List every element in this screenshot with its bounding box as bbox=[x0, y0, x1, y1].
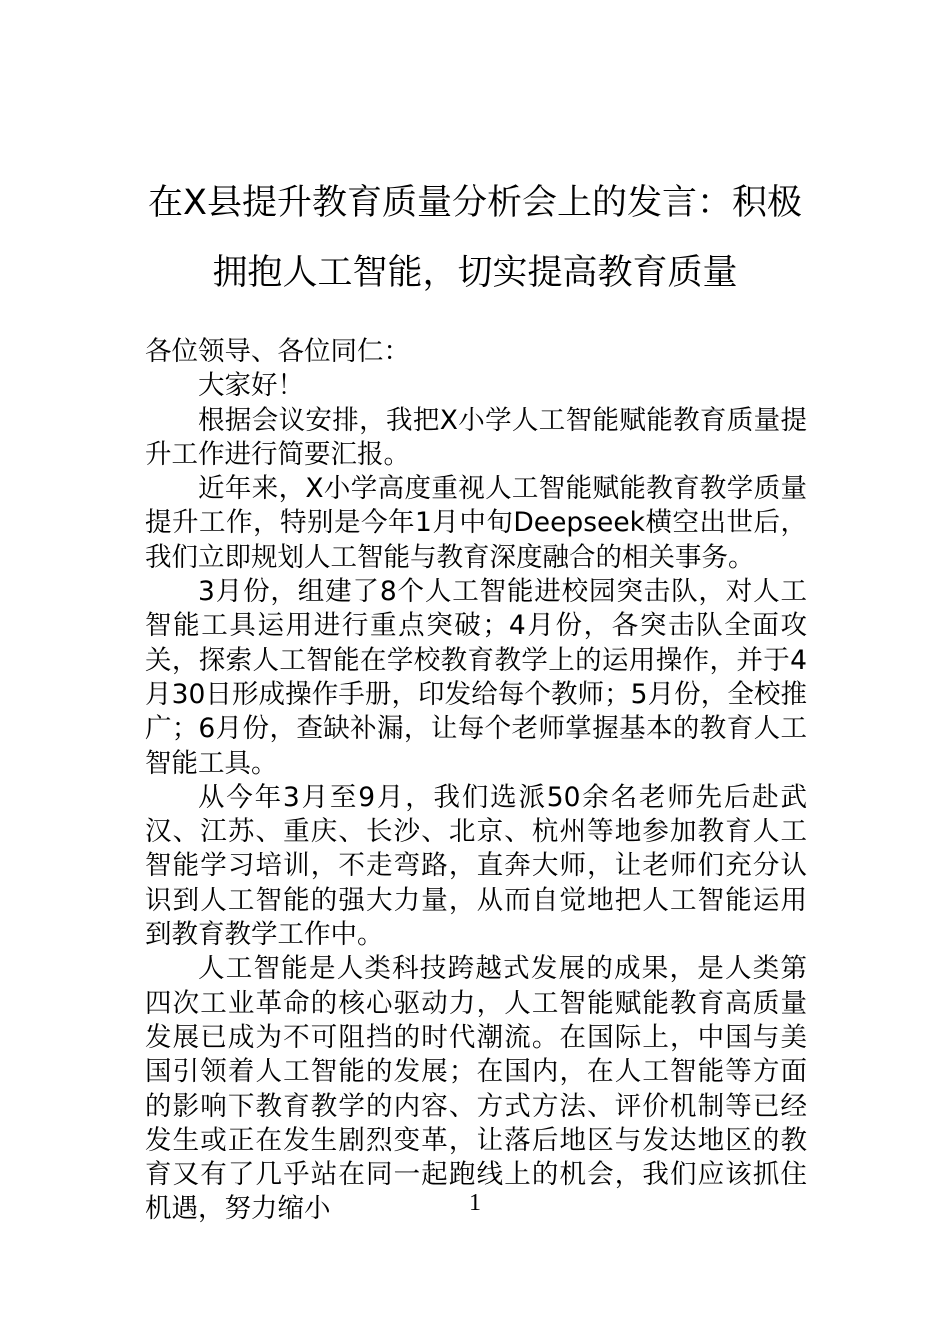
paragraph-intro: 根据会议安排，我把X小学人工智能赋能教育质量提升工作进行简要汇报。 bbox=[145, 404, 807, 470]
page-number: 1 bbox=[469, 1190, 481, 1216]
document-body bbox=[145, 335, 807, 1227]
salutation: 各位领导、各位同仁： bbox=[145, 336, 410, 367]
paragraph-greeting: 大家好！ bbox=[198, 370, 304, 402]
paragraph-significance: 人工智能是人类科技跨越式发展的成果，是人类第四次工业革命的核心驱动力，人工智能赋能教育高质量发展已成为不可阻挡的时代潮流。在国际上，中国与美国引领着人工智能的发展；在国内，在人工智能等方面的影响下教育教学的内容、方式方法、评价机制等已经发生或正在发生剧烈变革，让落后地区与发达地区的教育又有了几乎站在同一起跑线上的机会，我们应该抓住机遇，努力缩小 bbox=[145, 953, 807, 1225]
paragraph-recent-years: 近年来，X小学高度重视人工智能赋能教育教学质量提升工作，特别是今年1月中旬Deepseek横空出世后，我们立即规划人工智能与教育深度融合的相关事务。 bbox=[145, 473, 807, 573]
document-title: 在X县提升教育质量分析会上的发言：积极拥抱人工智能，切实提高教育质量 bbox=[148, 183, 802, 293]
paragraph-timeline: 3月份，组建了8个人工智能进校园突击队，对人工智能工具运用进行重点突破；4月份，各突击队全面攻关，探索人工智能在学校教育教学上的运用操作，并于4月30日形成操作手册，印发给每个教师；5月份，全校推广；6月份，查缺补漏，让每个老师掌握基本的教育人工智能工具。 bbox=[145, 576, 807, 779]
paragraph-training: 从今年3月至9月，我们选派50余名老师先后赴武汉、江苏、重庆、长沙、北京、杭州等地参加教育人工智能学习培训，不走弯路，直奔大师，让老师们充分认识到人工智能的强大力量，从而自觉地把人工智能运用到教育教学工作中。 bbox=[145, 781, 807, 951]
